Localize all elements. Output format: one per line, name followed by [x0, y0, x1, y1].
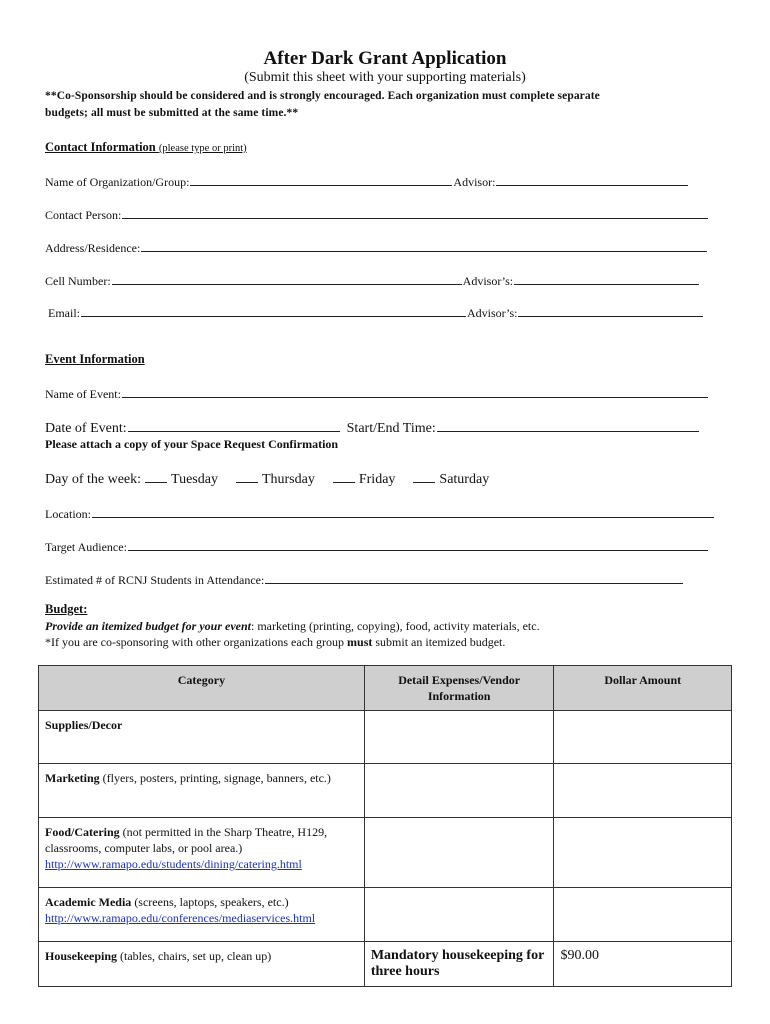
category-desc: (tables, chairs, set up, clean up)	[117, 949, 272, 963]
day-option-label: Saturday	[439, 472, 490, 487]
note-line-1: **Co-Sponsorship should be considered and is strongly encouraged. Each organization must complete separate	[45, 90, 600, 102]
org-field[interactable]	[190, 173, 452, 186]
email-field[interactable]	[81, 304, 466, 317]
detail-cell[interactable]	[364, 888, 554, 942]
catering-link[interactable]: http://www.ramapo.edu/students/dining/catering.html	[45, 857, 302, 871]
date-row	[45, 419, 700, 437]
category-cell	[39, 711, 365, 764]
date-label: Date of Event:	[45, 421, 127, 436]
day-blank[interactable]	[236, 470, 258, 483]
attendance-row	[45, 571, 684, 588]
note-line-2: budgets; all must be submitted at the same time.**	[45, 107, 299, 119]
cosponsor-must: must	[347, 635, 373, 649]
contact-person-field[interactable]	[122, 206, 708, 219]
column-header-category: Category	[39, 666, 365, 711]
email-label: Email:	[48, 306, 80, 320]
location-label: Location:	[45, 507, 91, 521]
category-desc: (flyers, posters, printing, signage, banners, etc.)	[99, 771, 331, 785]
amount-cell[interactable]	[554, 888, 732, 942]
org-label: Name of Organization/Group:	[45, 175, 190, 189]
category-desc: (screens, laptops, speakers, etc.)	[131, 895, 289, 909]
contact-person-label: Contact Person:	[45, 208, 122, 222]
audience-field[interactable]	[128, 538, 708, 551]
amount-cell[interactable]	[554, 764, 732, 818]
day-option-tuesday[interactable]	[145, 470, 218, 488]
budget-header-row	[39, 666, 732, 711]
day-option-label: Thursday	[261, 472, 315, 487]
cosponsor-post: submit an itemized budget.	[372, 635, 506, 649]
location-field[interactable]	[92, 505, 714, 518]
event-name-label: Name of Event:	[45, 387, 121, 401]
cosponsorship-note	[45, 88, 735, 122]
budget-heading: Budget:	[45, 602, 88, 616]
event-heading: Event Information	[45, 352, 145, 366]
amount-cell: $90.00	[554, 942, 732, 987]
budget-instruction-bold: Provide an itemized budget for your event	[45, 619, 251, 633]
advisor-field[interactable]	[496, 173, 688, 186]
detail-cell: Mandatory housekeeping for three hours	[364, 942, 554, 987]
attendance-field[interactable]	[265, 571, 683, 584]
advisor-label: Advisor:	[453, 175, 496, 189]
day-option-friday[interactable]	[333, 470, 396, 488]
table-row	[39, 888, 732, 942]
address-row	[45, 239, 708, 256]
amount-cell[interactable]	[554, 818, 732, 888]
table-row	[39, 942, 732, 987]
email-row	[48, 304, 704, 321]
contact-heading-text: Contact Information	[45, 140, 159, 154]
column-header-detail: Detail Expenses/Vendor Information	[364, 666, 554, 711]
page-title: After Dark Grant Application	[263, 48, 507, 69]
day-option-label: Tuesday	[171, 472, 218, 487]
event-name-field[interactable]	[122, 385, 708, 398]
budget-instruction-rest: : marketing (printing, copying), food, activity materials, etc.	[250, 619, 540, 633]
category-cell	[39, 764, 365, 818]
day-label: Day of the week:	[45, 472, 142, 487]
cell-label: Cell Number:	[45, 274, 111, 288]
audience-row	[45, 538, 709, 555]
day-row	[45, 470, 507, 488]
location-row	[45, 505, 715, 522]
event-name-row	[45, 385, 709, 402]
audience-label: Target Audience:	[45, 540, 127, 554]
category-name: Food/Catering	[45, 825, 120, 839]
attendance-label: Estimated # of RCNJ Students in Attendance:	[45, 573, 265, 587]
date-field[interactable]	[128, 419, 340, 432]
detail-cell[interactable]	[364, 711, 554, 764]
day-blank[interactable]	[145, 470, 167, 483]
budget-table	[38, 665, 732, 987]
advisor-cell-field[interactable]	[514, 272, 699, 285]
detail-cell[interactable]	[364, 764, 554, 818]
time-field[interactable]	[437, 419, 699, 432]
day-option-thursday[interactable]	[236, 470, 315, 488]
column-header-amount: Dollar Amount	[554, 666, 732, 711]
time-label: Start/End Time:	[346, 421, 436, 436]
advisor-cell-label: Advisor’s:	[462, 274, 514, 288]
advisor-email-label: Advisor’s:	[467, 306, 518, 320]
contact-heading	[45, 140, 247, 155]
contact-heading-note: (please type or print)	[158, 143, 247, 154]
media-services-link[interactable]: http://www.ramapo.edu/conferences/mediaservices.html	[45, 911, 316, 925]
table-row	[39, 818, 732, 888]
amount-cell[interactable]	[554, 711, 732, 764]
category-name: Supplies/Decor	[45, 718, 123, 732]
category-name: Housekeeping	[45, 949, 118, 963]
table-row	[39, 764, 732, 818]
category-cell	[39, 818, 365, 888]
category-desc: (not permitted in the Sharp Theatre, H129, classrooms, computer labs, or pool area.)	[45, 825, 328, 855]
category-cell	[39, 942, 365, 987]
cell-row	[45, 272, 700, 289]
space-request-note: Please attach a copy of your Space Request Confirmation	[45, 437, 339, 451]
day-option-label: Friday	[358, 472, 396, 487]
org-row	[45, 173, 689, 190]
day-blank[interactable]	[413, 470, 435, 483]
address-label: Address/Residence:	[45, 241, 141, 255]
category-name: Marketing	[45, 771, 100, 785]
table-row	[39, 711, 732, 764]
page-subtitle: (Submit this sheet with your supporting materials)	[244, 70, 526, 85]
contact-person-row	[45, 206, 709, 223]
day-blank[interactable]	[333, 470, 355, 483]
budget-instructions	[45, 618, 745, 650]
category-name: Academic Media	[45, 895, 132, 909]
detail-cell[interactable]	[364, 818, 554, 888]
address-field[interactable]	[141, 239, 707, 252]
category-cell	[39, 888, 365, 942]
day-option-saturday[interactable]	[413, 470, 489, 488]
cell-field[interactable]	[112, 272, 462, 285]
cosponsor-pre: *If you are co-sponsoring with other organizations each group	[45, 635, 348, 649]
advisor-email-field[interactable]	[518, 304, 703, 317]
